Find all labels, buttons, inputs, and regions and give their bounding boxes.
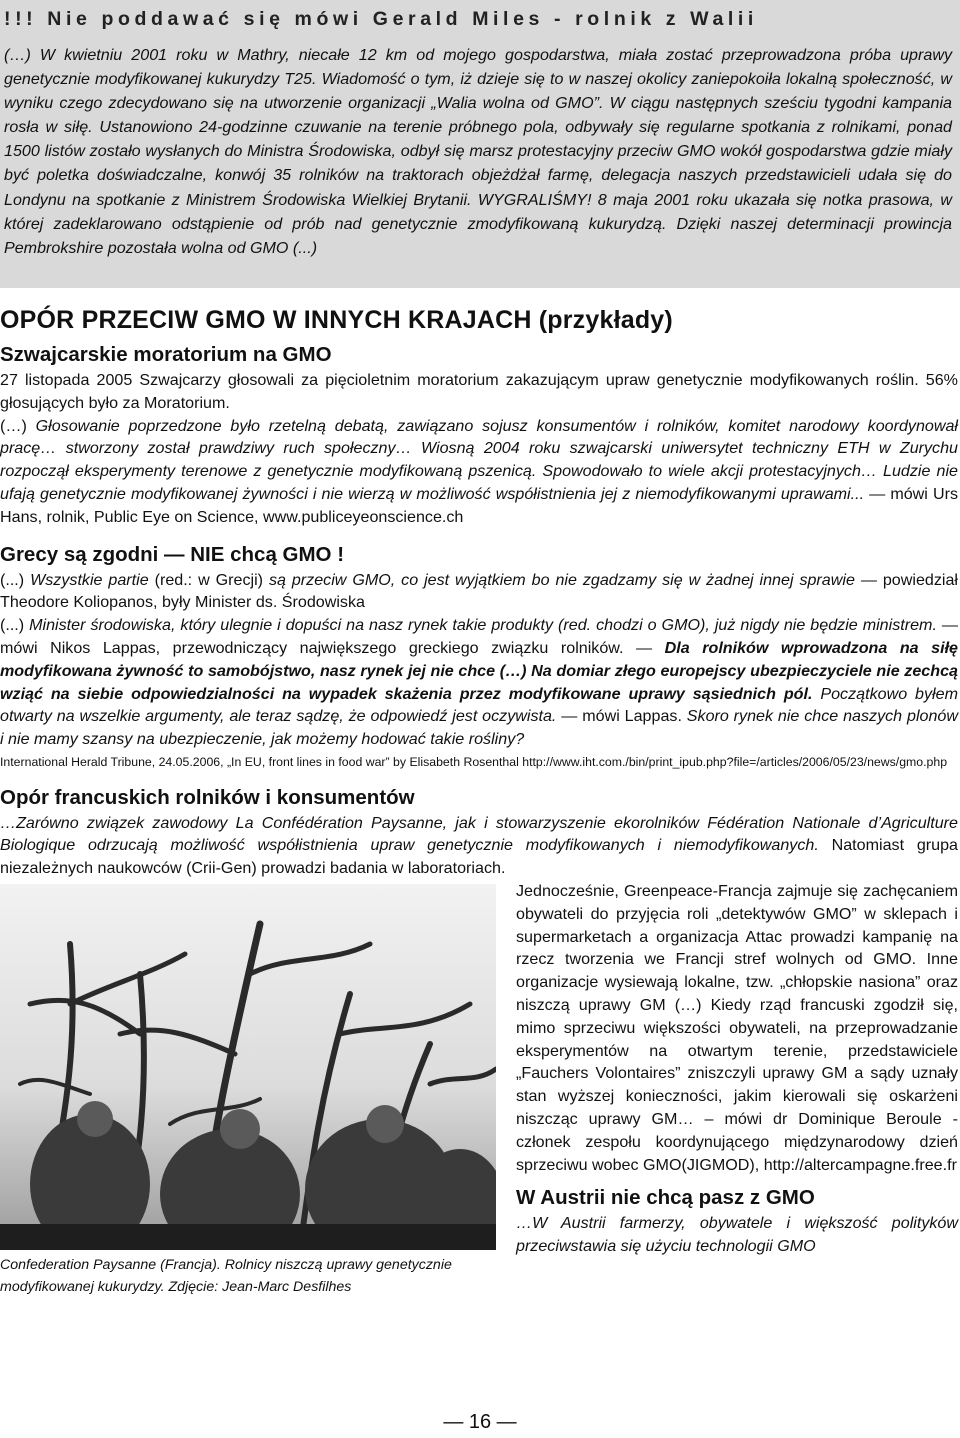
greece-q1-open: (...) — [0, 570, 31, 589]
greece-q2-d: — mówi Lappas. — [556, 707, 687, 726]
greece-q2-open: (...) — [0, 616, 30, 635]
corn-field-photo — [0, 884, 496, 1250]
swiss-attribution: — mówi Urs Hans, rolnik, Public Eye on Science, www.publiceyeonscience.ch — [0, 484, 958, 526]
swiss-open: (…) — [0, 416, 36, 435]
france-text-top — [0, 812, 958, 880]
story-box — [0, 0, 960, 288]
story-box-title: !!! Nie poddawać się mówi Gerald Miles - rolnik z Walii — [4, 8, 758, 30]
greece-q1-c: są przeciw GMO, co jest wyjątkiem bo nie zgadzamy się w żadnej innej sprawie — [268, 570, 855, 589]
austria-text: …W Austrii farmerzy, obywatele i większość polityków przeciwstawia się użyciu technologii GMO — [516, 1214, 958, 1256]
france-text-c: Jednocześnie, Greenpeace-Francja zajmuje się zachęcaniem obywateli do przyjęcia roli „detektywów GMO” w sklepach i supermarketach a organizacja Attac prowadzi kampanię na rzecz tworzenia we Francji stref wolnych od GMO. Inne organizacje wysiewają lokalne, tzw. „chłopskie nasiona” oraz niszczą uprawy GM (…) Kiedy rząd francuski zgodził się, mimo sprzeciwu większości obywateli, na przeprowadzanie eksperymentów na otwartym terenie, przedstawiciele „Fauchers Volontaires” zniszczyli uprawy GM a sądy uznały stan wyższej konieczności, jakim kierowali się oskarżeni niszcząc uprawy GM… — [516, 882, 958, 1129]
greece-q2-c: Początkowo byłem otwarty na wszelkie argumenty, ale teraz sądzę, że odpowiedź jest oczywista. — [0, 684, 958, 726]
story-box-text: (…) W kwietniu 2001 roku w Mathry, niecałe 12 km od mojego gospodarstwa, miała zostać przeprowadzona próba uprawy genetycznie modyfikowanej kukurydzy T25. Wiadomość o tym, iż dzieje się to w naszej okolicy zaniepokoiła lokalną społeczność, w wyniku czego zdecydowano się na utworzenie organizacji „Walia wolna od GMO”. W ciągu następnych sześciu tygodni kampania rosła w siłę. Ustanowiono 24-godzinne czuwanie na terenie próbnego pola, odbywały się regularne spotkania z rolnikami, ponad 1500 listów zostało wysłanych do Ministra Środowiska, odbył się marsz protestacyjny przeciw GMO wokół gospodarstwa gdzie miały być poletka doświadczalne, konwój 35 rolników na traktorach objeżdżał farmę, delegacja naszych przedstawicieli udała się do Londynu na spotkanie z Ministrem Środowiska Wielkiej Brytanii. WYGRALIŚMY! 8 maja 2001 roku ukazała się notka prasowa, w której zadeklarowano odstąpienie od prób nad genetycznie zmodyfikowaną kukurydzą. Dzięki naszej determinacji prowincja Pembrokshire pozostała wolna od GMO (...) — [4, 46, 952, 257]
greece-q1-b: (red.: w Grecji) — [148, 570, 269, 589]
greece-q1-a: Wszystkie partie — [30, 570, 149, 589]
france-heading: Opór francuskich rolników i konsumentów — [0, 785, 415, 809]
article-content — [0, 306, 958, 1298]
greece-quote-2 — [0, 614, 958, 751]
main-heading: OPÓR PRZECIW GMO W INNYCH KRAJACH (przykłady) — [0, 306, 673, 334]
swiss-quote: Głosowanie poprzedzone było rzetelną debatą, zawiązano sojusz konsumentów i rolników, komitet narodowy koordynował pracę… stworzony został prawdziwy ruch społeczny… Wiosną 2004 roku szwajcarski uniwersytet techniczny ETH w Zurychu rozpoczął eksperymenty terenowe z genetycznie modyfikowaną pszenicą. Spowodowało to wiele akcji protestacyjnych… Ludzie nie ufają genetycznie modyfikowanej żywności i nie wierzą w możliwość współistnienia jej z niemodyfikowanymi uprawami... — [0, 416, 958, 503]
france-text-b: Natomiast grupa niezależnych naukowców (Crii-Gen) prowadzi badania w laboratoriach. — [0, 836, 958, 878]
greece-q1-attribution: — powiedział Theodore Koliopanos, były Minister ds. Środowiska — [0, 570, 958, 612]
swiss-paragraph-1: 27 listopada 2005 Szwajcarzy głosowali za pięcioletnim moratorium zakazującym upraw genetycznie modyfikowanych roślin. 56% głosujących było za Moratorium. — [0, 371, 958, 412]
page-number: — 16 — — [443, 1411, 517, 1433]
france-text-a: …Zarówno związek zawodowy La Confédération Paysanne, jak i stowarzyszenie ekorolników Fédération Nationale d’Agriculture Biologique odrzucają możliwość współistnienia upraw genetycznie modyfikowanych i niemodyfikowanych. — [0, 813, 958, 855]
austria-heading: W Austrii nie chcą pasz z GMO — [516, 1186, 815, 1210]
greece-q2-b: — mówi Nikos Lappas, przewodniczący największego greckiego związku rolników. — — [0, 616, 958, 657]
swiss-heading: Szwajcarskie moratorium na GMO — [0, 343, 332, 366]
swiss-paragraph-2 — [0, 415, 958, 529]
greece-quote-1 — [0, 569, 958, 615]
photo-caption: Confederation Paysanne (Francja). Rolnicy niszczą uprawy genetycznie modyfikowanej kukurydzy. Zdjęcie: Jean-Marc Desfilhes — [0, 1257, 452, 1296]
greece-source: International Herald Tribune, 24.05.2006, „In EU, front lines in food war” by Elisabeth Rosenthal http://www.iht.com./bin/print_ipub.php?file=/articles/2006/05/23/news/gmo.php — [0, 754, 948, 769]
greece-heading: Grecy są zgodni — NIE chcą GMO ! — [0, 542, 345, 566]
photo-block — [0, 884, 496, 1298]
greece-q2-bold: Dla rolników wprowadzona na siłę modyfikowana żywność to samobójstwo, nasz rynek jej nie chce (…) Na domiar złego europejscy ubezpieczyciele nie zechcą wziąć na siebie odpowiedzialności na wypadek skażenia przez modyfikowane uprawy sąsiednich pól. — [0, 638, 959, 703]
france-text-d: – mówi dr Dominique Beroule - członek zespołu koordynującego międzynarodowy dzień sprzeciwu wobec GMO(JIGMOD), http://altercampagne.free.fr — [516, 1110, 958, 1174]
greece-q2-a: Minister środowiska, który ulegnie i dopuści na nasz rynek takie produkty (red. chodzi o GMO), już nigdy nie będzie ministrem. — [29, 616, 937, 635]
greece-q2-e: Skoro rynek nie chce naszych plonów i nie mamy szansy na ubezpieczenie, jak możemy hodować takie rośliny? — [0, 707, 958, 749]
